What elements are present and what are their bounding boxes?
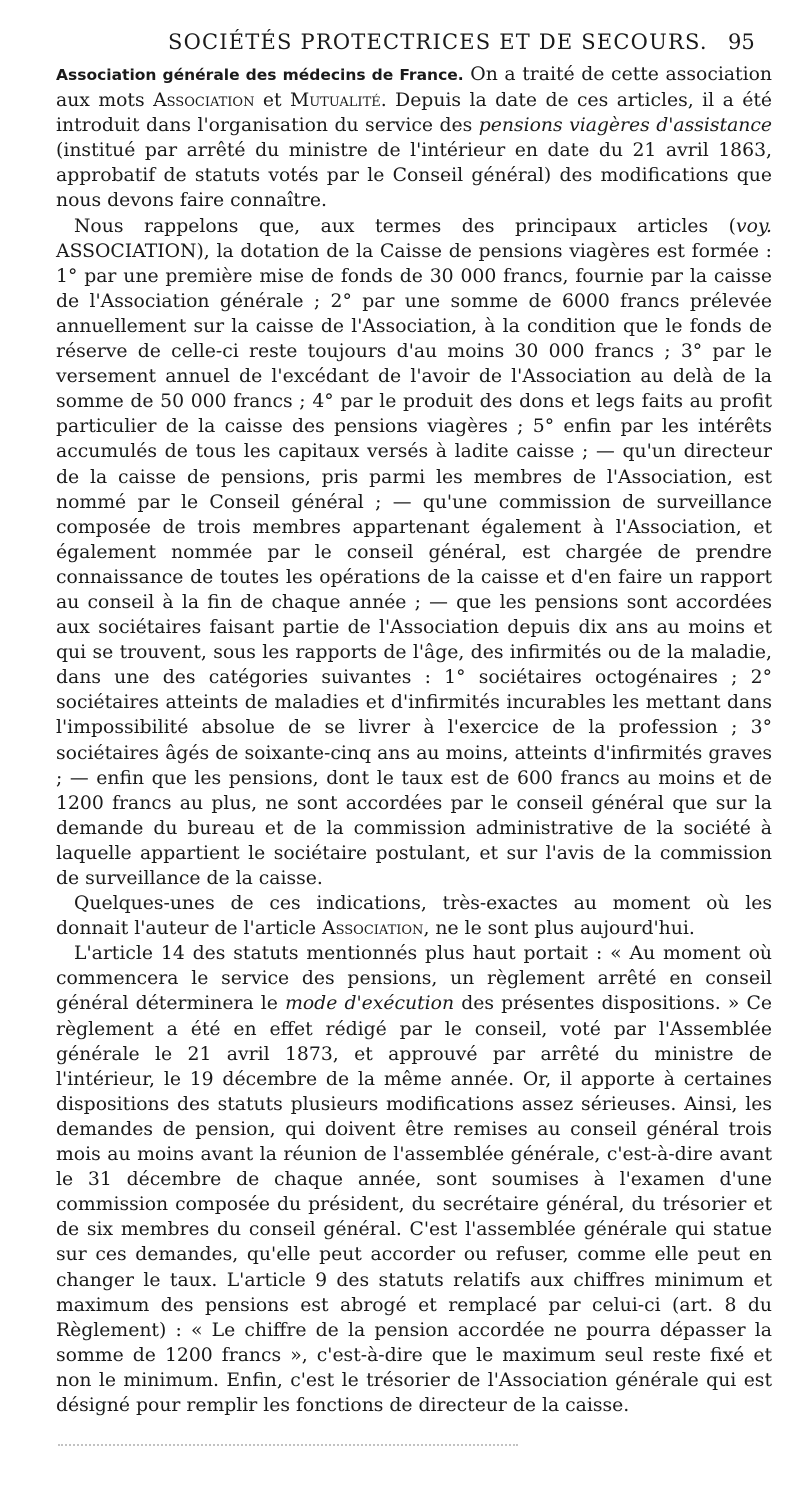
paragraph-association-generale: [56, 62, 772, 214]
paragraph-indications: [56, 891, 772, 941]
paragraph-text: On a traité de cette association aux mots: [56, 64, 772, 112]
paragraph-reglement: [56, 941, 772, 1418]
paragraph-text: ASSOCIATION), la dotation de la Caisse de pensions viagères est formée : 1° par une première mise de fonds de 30 000 francs, fournie par la caisse de l'Association générale ; 2° par une somme de 6000 francs prélevée annuellement sur la caisse de l'Association, à la condition que le fonds de réserve de celle-ci reste toujours d'au moins 30 000 francs ; 3° par le versement annuel de l'excédant de l'avoir de l'Association au delà de la somme de 50 000 francs ; 4° par le produit des dons et legs faits au profit particulier de la caisse des pensions viagères ; 5° enfin par les intérêts accumulés de tous les capitaux versés à ladite caisse ; — qu'un directeur de la caisse de pensions, pris parmi les membres de l'Association, est nommé par le Conseil général ; — qu'une commission de surveillance composée de trois membres appartenant également à l'Association, et également nommée par le conseil général, est chargée de prendre connaissance de toutes les opérations de la caisse et d'en faire un rapport au conseil à la fin de chaque année ; — que les pensions sont accordées aux sociétaires faisant partie de l'Association depuis dix ans au moins et qui se trouvent, sous les rapports de l'âge, des infirmités ou de la maladie, dans une des catégories suivantes : 1° sociétaires octogénaires ; 2° sociétaires atteints de maladies et d'infirmités incurables les mettant dans l'impossibilité absolue de se livrer à l'exercice de la profession ; 3° sociétaires âgés de soixante-cinq ans au moins, atteints d'infirmités graves ; — enfin que les pensions, dont le taux est de 600 francs au moins et de 1200 francs au plus, ne sont accordées par le conseil général que sur la demande du bureau et de la commission administrative de la société à laquelle appartient le sociétaire postulant, et sur l'avis de la commission de surveillance de la caisse.: [56, 240, 772, 889]
paragraph-text: L'article 14 des statuts mentionnés plus haut portait : « Au moment où commencera le service des pensions, un règlement arrêté en conseil général déterminera le: [56, 943, 772, 1015]
running-head: [0, 30, 800, 60]
bottom-edge-mark: [58, 1444, 518, 1446]
paragraph-text: , ne le sont plus aujourd'hui.: [423, 918, 695, 940]
paragraph-text: Nous rappelons que, aux termes des principaux articles (: [74, 215, 736, 237]
page-number: 95: [728, 30, 755, 54]
paragraph-dotation: [56, 214, 772, 892]
italic-term: pensions viagères d'assistance: [478, 115, 772, 137]
cross-reference: Association: [322, 918, 424, 940]
cross-reference: Mutualité: [290, 90, 381, 112]
paragraph-text: (institué par arrêté du ministre de l'intérieur en date du 21 avril 1863, approbatif de statuts votés par le Conseil général) des modifications que nous devons faire connaître.: [56, 140, 772, 212]
section-lead-title: Association générale des médecins de France.: [56, 66, 464, 84]
body-text: [56, 62, 772, 1418]
cross-reference: Association: [153, 90, 255, 112]
italic-term: mode d'exécution: [285, 993, 455, 1015]
paragraph-text: Quelques-unes de ces indications, très-exactes au moment où les donnait l'auteur de l'article: [56, 893, 772, 940]
paragraph-text: . Depuis la date de ces articles, il a été introduit dans l'organisation du service des: [56, 90, 772, 137]
running-title: SOCIÉTÉS PROTECTRICES ET DE SECOURS.: [168, 30, 708, 54]
paragraph-text: des présentes dispositions. » Ce règlement a été en effet rédigé par le conseil, voté par l'Assemblée générale le 21 avril 1873, et approuvé par arrêté du ministre de l'intérieur, le 19 décembre de la même année. Or, il apporte à certaines dispositions des statuts plusieurs modifications assez sérieuses. Ainsi, les demandes de pension, qui doivent être remises au conseil général trois mois au moins avant la réunion de l'assemblée générale, c'est-à-dire avant le 31 décembre de chaque année, sont soumises à l'examen d'une commission composée du président, du secrétaire général, du trésorier et de six membres du conseil général. C'est l'assemblée générale qui statue sur ces demandes, qu'elle peut accorder ou refuser, comme elle peut en changer le taux. L'article 9 des statuts relatifs aux chiffres minimum et maximum des pensions est abrogé et remplacé par celui-ci (art. 8 du Règlement) : « Le chiffre de la pension accordée ne pourra dépasser la somme de 1200 francs », c'est-à-dire que le maximum seul reste fixé et non le minimum. Enfin, c'est le trésorier de l'Association générale qui est désigné pour remplir les fonctions de directeur de la caisse.: [56, 993, 772, 1416]
italic-term: voy.: [735, 215, 772, 237]
paragraph-text: et: [254, 90, 290, 112]
